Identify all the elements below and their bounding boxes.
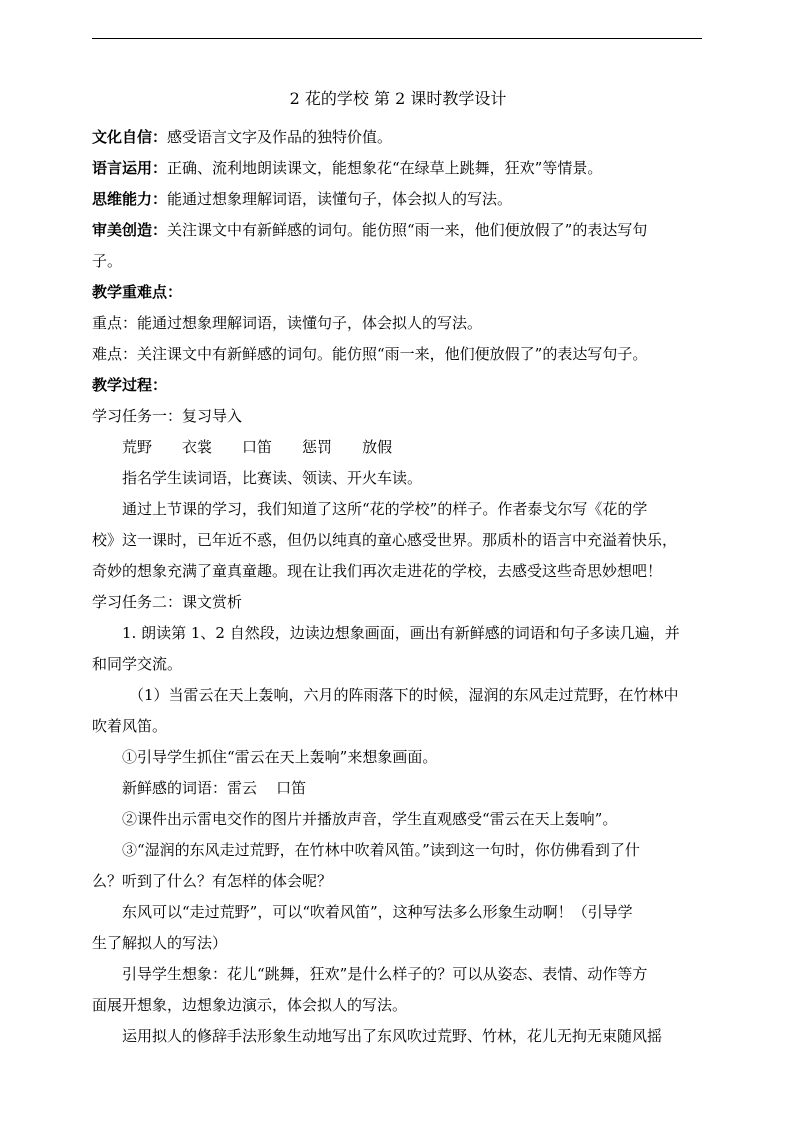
objective-aesthetic xyxy=(92,215,704,246)
header-rule xyxy=(92,38,702,39)
quote1-line: 吹着风笛。 xyxy=(92,717,168,735)
reading-instruction: 指名学生读词语，比赛读、领读、开火车读。 xyxy=(122,469,423,487)
paragraph-line: 运用拟人的修辞手法形象生动地写出了东风吹过荒野、竹林，花儿无拘无束随风摇 xyxy=(122,1027,663,1045)
objective-thinking xyxy=(92,184,704,215)
objective-label: 文化自信： xyxy=(92,128,168,146)
document-page xyxy=(92,86,704,1052)
fresh-words: 新鲜感的词语：雷云 口笛 xyxy=(122,779,307,797)
paragraph-line: 引导学生想象：花儿“跳舞，狂欢”是什么样子的？可以从姿态、表情、动作等方 xyxy=(122,965,648,983)
objective-text: 关注课文中有新鲜感的词句。能仿照“雨一来，他们便放假了”的表达写句 xyxy=(167,221,648,239)
step1-line: 和同学交流。 xyxy=(92,655,183,673)
objective-aesthetic-cont: 子。 xyxy=(92,252,123,270)
objective-culture xyxy=(92,122,704,153)
objective-language xyxy=(92,153,704,184)
intro-line: 通过上节课的学习，我们知道了这所“花的学校”的样子。作者泰戈尔写《花的学 xyxy=(122,500,648,518)
paragraph-line: 面展开想象，边想象边演示，体会拟人的写法。 xyxy=(92,996,408,1014)
vocab-word: 惩罚 xyxy=(302,438,333,456)
difficulty-point: 难点：关注课文中有新鲜感的词句。能仿照“雨一来，他们便放假了”的表达写句子。 xyxy=(92,345,648,363)
objective-label: 语言运用： xyxy=(92,159,168,177)
objective-text: 正确、流利地朗读课文，能想象花“在绿草上跳舞，狂欢”等情景。 xyxy=(167,159,603,177)
vocab-word: 口笛 xyxy=(242,438,273,456)
step1-line: 1. 朗读第 1、2 自然段，边读边想象画面，画出有新鲜感的词语和句子多读几遍，并 xyxy=(122,624,680,642)
vocab-word: 放假 xyxy=(362,438,393,456)
objective-label: 审美创造： xyxy=(92,221,168,239)
objective-text: 能通过想象理解词语，读懂句子，体会拟人的写法。 xyxy=(167,190,513,208)
paragraph-line: 生了解拟人的写法） xyxy=(92,934,228,952)
document-title: 2 花的学校 第 2 课时教学设计 xyxy=(289,89,507,108)
guide-2: ②课件出示雷电交作的图片并播放声音，学生直观感受“雷云在天上轰响”。 xyxy=(122,810,618,828)
guide-1: ①引导学生抓住“雷云在天上轰响”来想象画面。 xyxy=(122,748,438,766)
objective-label: 思维能力： xyxy=(92,190,168,208)
keypoints-heading: 教学重难点： xyxy=(92,283,183,301)
vocabulary-list xyxy=(92,432,704,463)
paragraph-line: 东风可以“走过荒野”，可以“吹着风笛”，这种写法多么形象生动啊！（引导学 xyxy=(122,903,633,921)
intro-line: 校》这一课时，已年近不惑，但仍以纯真的童心感受世界。那质朴的语言中充溢着快乐， xyxy=(92,531,678,549)
quote1-line: （1）当雷云在天上轰响，六月的阵雨落下的时候，湿润的东风走过荒野，在竹林中 xyxy=(129,686,679,704)
process-heading: 教学过程： xyxy=(92,376,168,394)
focus-point: 重点：能通过想象理解词语，读懂句子，体会拟人的写法。 xyxy=(92,314,483,332)
guide-3-line: ③“湿润的东风走过荒野，在竹林中吹着风笛。”读到这一句时，你仿佛看到了什 xyxy=(122,841,640,859)
objective-text: 感受语言文字及作品的独特价值。 xyxy=(167,128,393,146)
task1-heading: 学习任务一：复习导入 xyxy=(92,407,243,425)
guide-3-line: 么？听到了什么？有怎样的体会呢？ xyxy=(92,872,333,890)
intro-line: 奇妙的想象充满了童真童趣。现在让我们再次走进花的学校，去感受这些奇思妙想吧！ xyxy=(92,562,663,580)
vocab-word: 荒野 xyxy=(122,438,153,456)
vocab-word: 衣裳 xyxy=(182,438,213,456)
task2-heading: 学习任务二：课文赏析 xyxy=(92,593,243,611)
